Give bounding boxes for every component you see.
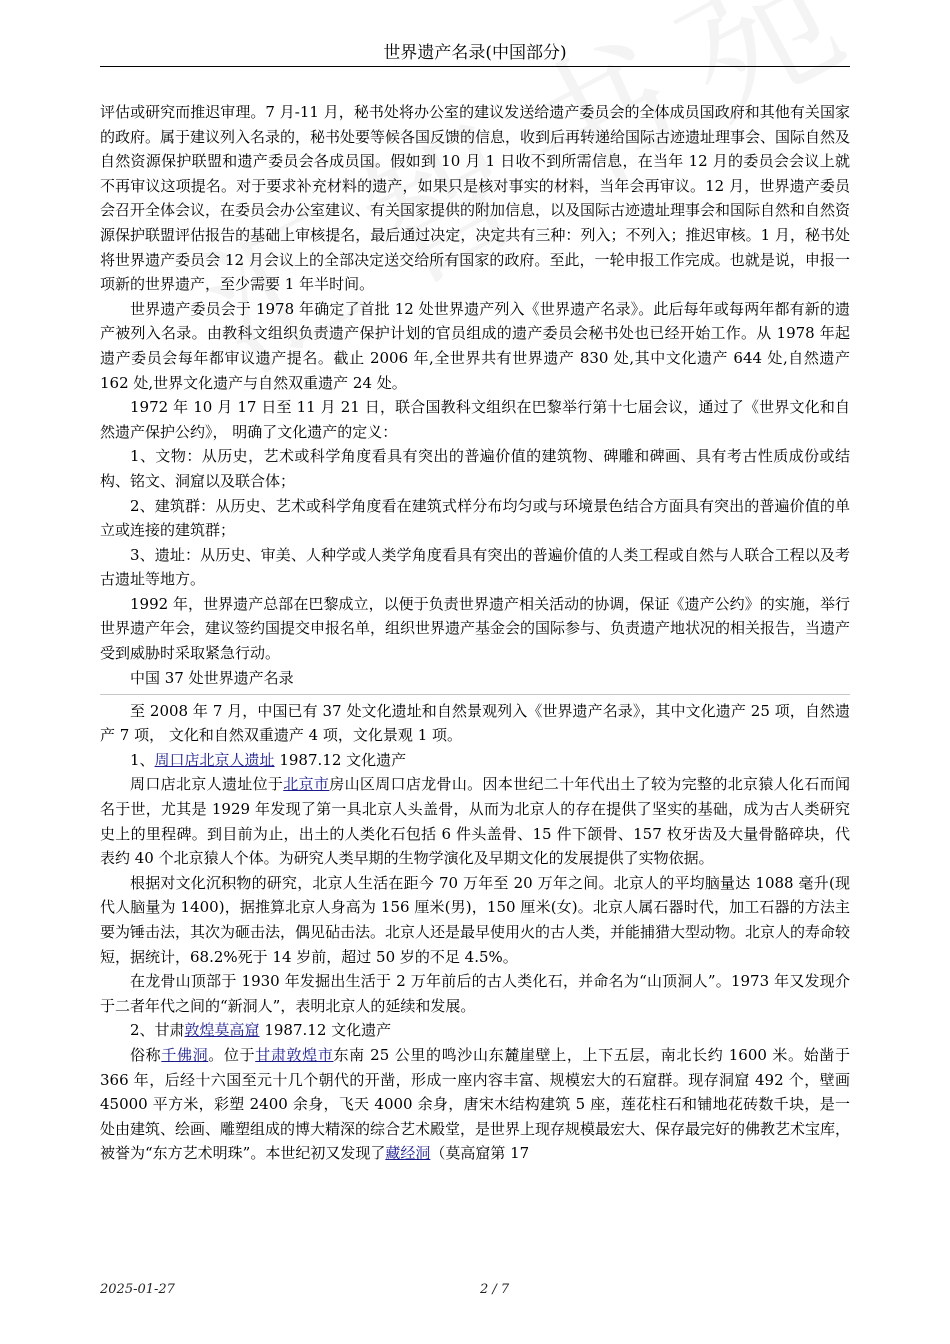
page-header [100, 40, 850, 67]
link-zhoukoudian[interactable]: 周口店北京人遗址 [154, 750, 275, 769]
paragraph: 3、遗址：从历史、审美、人种学或人类学角度看具有突出的普遍价值的人类工程或自然与人联合工程以及考古遗址等地方。 [100, 545, 850, 589]
paragraph: 1992 年，世界遗产总部在巴黎成立，以便于负责世界遗产相关活动的协调，保证《遗产公约》的实施，举行世界遗产年会，建议签约国提交申报名单，组织世界遗产基金会的国际参与、负责遗产地状况的相关报告，当遗产受到威胁时采取紧急行动。 [100, 594, 851, 663]
paragraph: 至 2008 年 7 月，中国已有 37 处文化遗址和自然景观列入《世界遗产名录》，其中文化遗产 25 项，自然遗产 7 项， 文化和自然双重遗产 4 项，文化景观 1 项。 [100, 701, 850, 745]
paragraph: 1、文物：从历史，艺术或科学角度看具有突出的普遍价值的建筑物、碑雕和碑画、具有考古性质成份或结构、铭文、洞窟以及联合体； [100, 447, 850, 490]
paragraph: 评估或研究而推迟审理。7 月-11 月，秘书处将办公室的建议发送给遗产委员会的全体成员国政府和其他有关国家的政府。属于建议列入名录的，秘书处要等候各国反馈的信息，收到后再转递给国际古迹遗址理事会、国际自然及自然资源保护联盟和遗产委员会各成员国。假如到 10 月 1 日收不到所需信息，在当年 12 月的委员会会议上就不再审议这项提名。对于要求补充材料的遗产，如果只是核对事实的材料，当年会再审议。12 月，世界遗产委员会召开全体会议，在委员会办公室建议、有关国家提供的附加信息，以及国际古迹遗址理事会和国际自然和自然资源保护联盟评估报告的基础上审核提名，最后通过决定，决定共有三种：列入；不列入；推迟审核。1 月，秘书处将世界遗产委员会 12 月会议上的全部决定送交给所有国家的政府。至此，一轮申报工作完成。也就是说，申报一项新的世界遗产，至少需要 1 年半时间。 [100, 103, 851, 294]
page-number: 2 / 7 [480, 1282, 510, 1297]
section-heading: 中国 37 处世界遗产名录 [100, 666, 850, 695]
link-dunhuang-city[interactable]: 甘肃敦煌市 [255, 1045, 334, 1064]
paragraph: 俗称千佛洞。位于甘肃敦煌市东南 25 公里的鸣沙山东麓崖壁上，上下五层，南北长约 1600 米。始凿于 366 年，后经十六国至元十几个朝代的开凿，形成一座内容丰富、规模宏大的石窟群。现存洞窟 492 个，壁画 45000 平方米，彩塑 2400 余身，飞天 4000 余身，唐宋木结构建筑 5 座，莲花柱石和铺地花砖数千块，是一处由建筑、绘画、雕塑组成的博大精深的综合艺术殿堂，是世界上现存规模最宏大、保存最完好的佛教艺术宝库，被誉为“东方艺术明珠”。本世纪初又发现了藏经洞（莫高窟第 17 [100, 1045, 851, 1163]
document-title: 世界遗产名录(中国部分) [383, 43, 567, 63]
paragraph: 1972 年 10 月 17 日至 11 月 21 日，联合国教科文组织在巴黎举行第十七届会议，通过了《世界文化和自然遗产保护公约》， 明确了文化遗产的定义： [100, 398, 850, 441]
paragraph: 2、建筑群：从历史、艺术或科学角度看在建筑式样分布均匀或与环境景色结合方面具有突出的普遍价值的单立或连接的建筑群； [100, 496, 850, 540]
link-mogao-caves[interactable]: 敦煌莫高窟 [184, 1021, 260, 1040]
link-library-cave[interactable]: 藏经洞 [385, 1144, 431, 1163]
heritage-item-2: 2、甘肃敦煌莫高窟 1987.12 文化遗产 [130, 1021, 392, 1040]
heritage-item-1: 1、周口店北京人遗址 1987.12 文化遗产 [130, 750, 407, 769]
paragraph: 周口店北京人遗址位于北京市房山区周口店龙骨山。因本世纪二十年代出土了较为完整的北京猿人化石而闻名于世，尤其是 1929 年发现了第一具北京人头盖骨，从而为北京人的存在提供了坚实的基础，成为古人类研究史上的里程碑。到目前为止，出土的人类化石包括 6 件头盖骨、15 件下颌骨、157 枚牙齿及大量骨骼碎块，代表约 40 个北京猿人个体。为研究人类早期的生物学演化及早期文化的发展提供了实物依据。 [100, 775, 850, 868]
document-body [100, 100, 850, 1166]
link-qianfodong[interactable]: 千佛洞 [161, 1045, 209, 1064]
paragraph: 在龙骨山顶部于 1930 年发掘出生活于 2 万年前后的古人类化石，并命名为“山顶洞人”。1973 年又发现介于二者年代之间的“新洞人”，表明北京人的延续和发展。 [100, 972, 850, 1015]
footer-date: 2025-01-27 [100, 1282, 175, 1297]
paragraph: 根据对文化沉积物的研究，北京人生活在距今 70 万年至 20 万年之间。北京人的平均脑量达 1088 毫升(现代人脑量为 1400)，据推算北京人身高为 156 厘米(男)，150 厘米(女)。北京人属石器时代，加工石器的方法主要为锤击法，其次为砸击法，偶见砧击法。北京人还是最早使用火的古人类，并能捕猎大型动物。北京人的寿命较短，据统计，68.2%死于 14 岁前，超过 50 岁的不足 4.5%。 [100, 873, 851, 966]
link-beijing[interactable]: 北京市 [283, 775, 330, 794]
paragraph: 世界遗产委员会于 1978 年确定了首批 12 处世界遗产列入《世界遗产名录》。此后每年或每两年都有新的遗产被列入名录。由教科文组织负责遗产保护计划的官员组成的遗产委员会秘书处也已经开始工作。从 1978 年起遗产委员会每年都审议遗产提名。截止 2006 年,全世界共有世界遗产 830 处,其中文化遗产 644 处,自然遗产 162 处,世界文化遗产与自然双重遗产 24 处。 [100, 299, 850, 392]
